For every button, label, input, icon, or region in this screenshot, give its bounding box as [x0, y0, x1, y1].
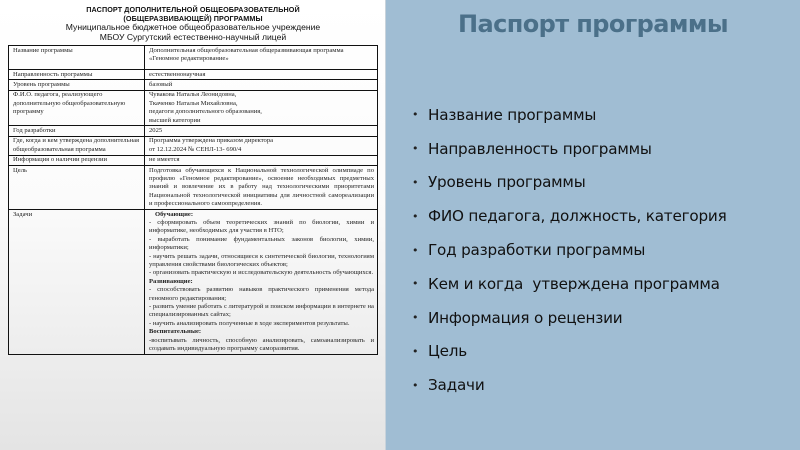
tasks-heading-upbringing: Воспитательные:	[149, 328, 202, 336]
task-item: - научить решать задачи, относящиеся к синтетической биологии, технологиям управления свойствами биологических объектов;	[149, 252, 374, 269]
task-item: - научить анализировать полученные в ходе экспериментов результаты.	[149, 319, 350, 327]
teacher-line: педагоги дополнительного образования,	[149, 108, 262, 116]
tasks-heading-developmental: Развивающие:	[149, 277, 193, 285]
tasks-cell	[145, 210, 378, 355]
topic-label: ФИО педагога, должность, категория	[428, 207, 727, 226]
row-label: Задачи	[9, 210, 145, 355]
teacher-line: Ткаченко Наталья Михайловна,	[149, 99, 238, 107]
task-item: - выработать понимание фундаментальных законов биологии, химии, информатики;	[149, 235, 374, 252]
row-label: Где, когда и кем утверждена дополнительная общеобразовательная программа	[9, 136, 145, 155]
topics-list	[408, 98, 798, 402]
table-row	[9, 126, 378, 136]
topic-label: Направленность программы	[428, 139, 652, 158]
approval-line: Программа утверждена приказом директора	[149, 137, 274, 145]
topic-label: Название программы	[428, 105, 597, 124]
document-title-line2: (ОБЩЕРАЗВИВАЮЩЕЙ) ПРОГРАММЫ	[123, 13, 263, 23]
document-panel	[0, 0, 386, 450]
row-label: Год разработки	[9, 126, 145, 136]
list-item	[408, 166, 798, 200]
row-value	[145, 136, 378, 155]
document-header	[0, 6, 386, 42]
slide-title: Паспорт программы	[458, 10, 728, 38]
row-value: естественнонаучная	[145, 70, 378, 80]
list-item	[408, 98, 798, 132]
row-value: Подготовка обучающихся к Национальной технологической олимпиаде по профилю «Геномное редактирование», освоение необходимых предметных знаний и вовлечение их в работу над технологическими приоритетами Национальной технологической инициативы для личностной самореализации и профессионального самоопределения.	[145, 166, 378, 210]
table-row	[9, 166, 378, 210]
bullet-icon: •	[412, 108, 419, 122]
list-item	[408, 335, 798, 369]
task-item: - способствовать развитию навыков практического применения метода геномного редактирования;	[149, 286, 374, 302]
list-item	[408, 132, 798, 166]
table-row	[9, 90, 378, 126]
task-item: - сформировать объем теоретических знаний по биологии, химии и информатике, необходимых для участия в НТО;	[149, 219, 374, 235]
list-item	[408, 301, 798, 335]
row-label: Информация о наличии рецензии	[9, 155, 145, 165]
bullet-icon: •	[412, 378, 419, 392]
topic-label: Информация о рецензии	[428, 308, 623, 327]
teacher-line: высшей категории	[149, 116, 201, 124]
table-row	[9, 80, 378, 90]
list-item	[408, 233, 798, 267]
row-label: Цель	[9, 166, 145, 210]
bullet-icon: •	[412, 243, 419, 257]
topic-label: Цель	[428, 342, 467, 361]
task-item: - организовать практическую и исследовательскую деятельность обучающихся.	[149, 269, 374, 277]
institution-line1: Муниципальное бюджетное общеобразовательное учреждение	[65, 22, 321, 33]
institution-line2: МБОУ Сургутский естественно-научный лицей	[99, 31, 287, 42]
task-item: - развить умение работать с литературой и поиском информации в интернете на специализированных сайтах;	[149, 303, 374, 319]
task-item: -воспитывать личность, способную анализировать, самоанализировать и создавать индивидуальную программу саморазвития.	[149, 336, 374, 353]
bullet-icon: •	[412, 344, 419, 358]
row-label: Название программы	[9, 46, 145, 70]
table-row	[9, 155, 378, 165]
tasks-heading-educational: Обучающие:	[155, 210, 194, 218]
bullet-icon: •	[412, 142, 419, 156]
topic-label: Кем и когда утверждена программа	[428, 274, 720, 293]
bullet-icon: •	[412, 175, 419, 189]
teacher-line: Чувакова Наталья Леонидовна,	[149, 91, 237, 99]
table-row	[9, 46, 378, 70]
row-value	[145, 90, 378, 126]
row-value: 2025	[145, 126, 378, 136]
row-value: Дополнительная общеобразовательная общеразвивающая программа «Геномное редактирование»	[145, 46, 378, 70]
row-value: не имеется	[145, 155, 378, 165]
passport-table	[8, 45, 378, 355]
row-label: Уровень программы	[9, 80, 145, 90]
topic-label: Задачи	[428, 376, 485, 395]
list-item	[408, 267, 798, 301]
approval-line: от 12.12.2024 № СЕНЛ-13- 690/4	[149, 145, 242, 153]
bullet-icon: •	[412, 277, 419, 291]
topic-label: Уровень программы	[428, 173, 586, 192]
table-row	[9, 70, 378, 80]
bullet-icon: •	[412, 209, 419, 223]
list-item	[408, 199, 798, 233]
table-row	[9, 210, 378, 355]
document-title-line1: ПАСПОРТ ДОПОЛНИТЕЛЬНОЙ ОБЩЕОБРАЗОВАТЕЛЬНОЙ	[86, 5, 300, 14]
table-row	[9, 136, 378, 155]
topic-label: Год разработки программы	[428, 241, 646, 260]
row-label: Направленность программы	[9, 70, 145, 80]
list-item	[408, 368, 798, 402]
row-label: Ф.И.О. педагога, реализующего дополнительную общеобразовательную программу	[9, 90, 145, 126]
bullet-icon: •	[412, 311, 419, 325]
row-value: базовый	[145, 80, 378, 90]
